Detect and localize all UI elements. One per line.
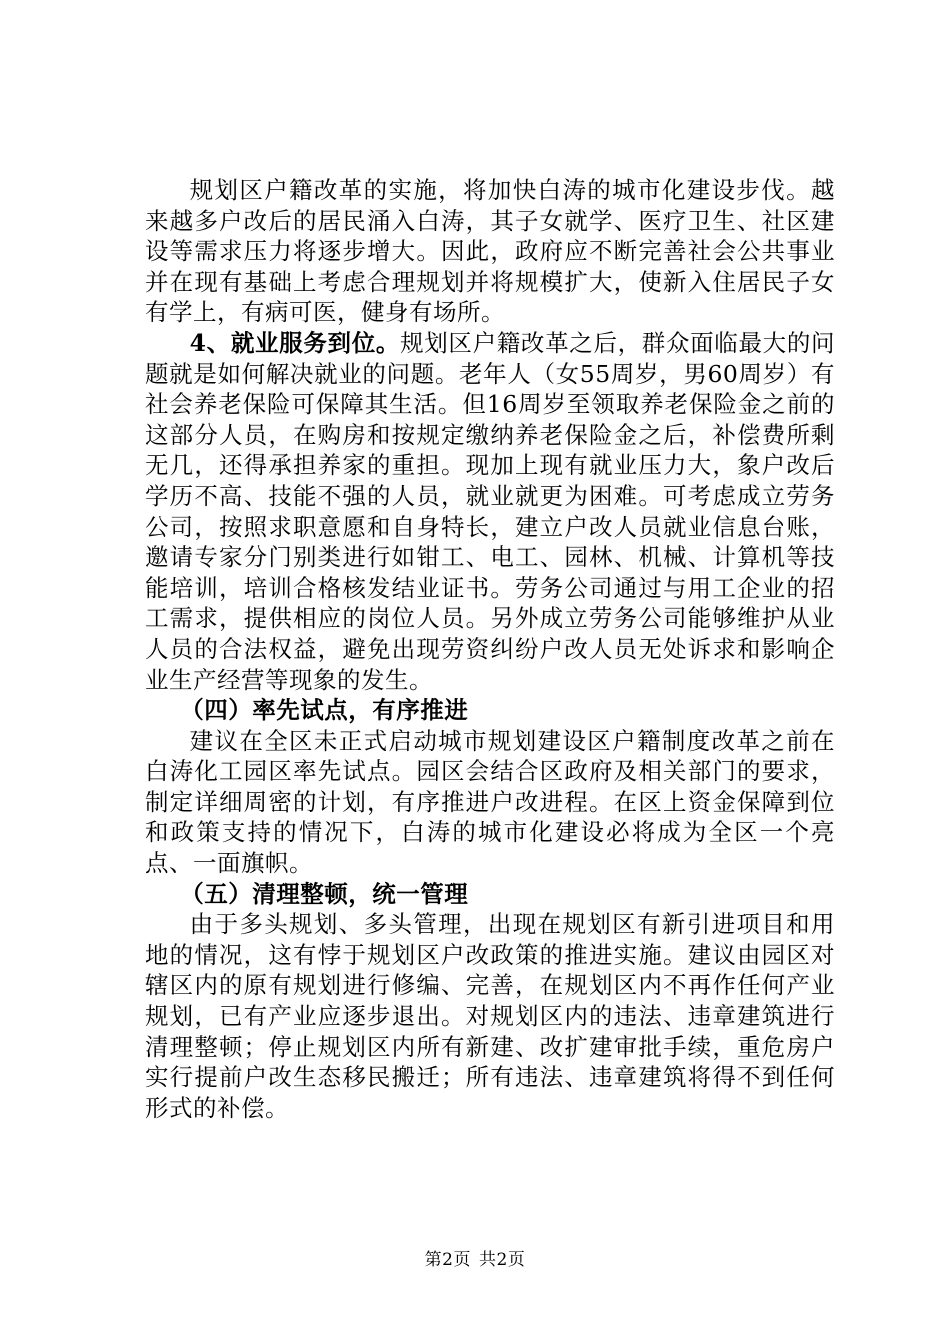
page-number: 第2页 xyxy=(424,1250,471,1270)
page-footer xyxy=(0,1245,950,1270)
document-body xyxy=(145,175,835,1123)
section-heading-5: （五）清理整顿，统一管理 xyxy=(180,879,469,908)
item-4-lead: 4、就业服务到位。 xyxy=(189,328,401,357)
item-4-body: 规划区户籍改革之后，群众面临最大的问题就是如何解决就业的问题。老年人（女55周岁，男60周岁）有社会养老保险可保障其生活。但16周岁至领取养老保险金之前的这部分人员，在购房和按规定缴纳养老保险金之后，补偿费所剩无几，还得承担养家的重担。现加上现有就业压力大，象户改后学历不高、技能不强的人员，就业就更为困难。可考虑成立劳务公司，按照求职意愿和自身特长，建立户改人员就业信息台账，邀请专家分门别类进行如钳工、电工、园林、机械、计算机等技能培训，培训合格核发结业证书。劳务公司通过与用工企业的招工需求，提供相应的岗位人员。另外成立劳务公司能够维护从业人员的合法权益，避免出现劳资纠纷户改人员无处诉求和影响企业生产经营等现象的发生。 xyxy=(145,328,836,694)
section-heading-4: （四）率先试点，有序推进 xyxy=(180,696,469,725)
paragraph-rectification: 由于多头规划、多头管理，出现在规划区有新引进项目和用地的情况，这有悖于规划区户改政策的推进实施。建议由园区对辖区内的原有规划进行修编、完善，在规划区内不再作任何产业规划，已有产业应逐步退出。对规划区内的违法、违章建筑进行清理整顿；停止规划区内所有新建、改扩建审批手续，重危房户实行提前户改生态移民搬迁；所有违法、违章建筑将得不到任何形式的补偿。 xyxy=(145,910,835,1122)
paragraph-employment xyxy=(145,328,835,695)
paragraph-urbanization: 规划区户籍改革的实施，将加快白涛的城市化建设步伐。越来越多户改后的居民涌入白涛，其子女就学、医疗卫生、社区建设等需求压力将逐步增大。因此，政府应不断完善社会公共事业并在现有基础上考虑合理规划并将规模扩大，使新入住居民子女有学上，有病可医，健身有场所。 xyxy=(145,176,835,327)
paragraph-pilot: 建议在全区未正式启动城市规划建设区户籍制度改革之前在白涛化工园区率先试点。园区会结合区政府及相关部门的要求，制定详细周密的计划，有序推进户改进程。在区上资金保障到位和政策支持的情况下，白涛的城市化建设必将成为全区一个亮点、一面旗帜。 xyxy=(145,726,835,878)
page-total: 共2页 xyxy=(479,1250,526,1270)
